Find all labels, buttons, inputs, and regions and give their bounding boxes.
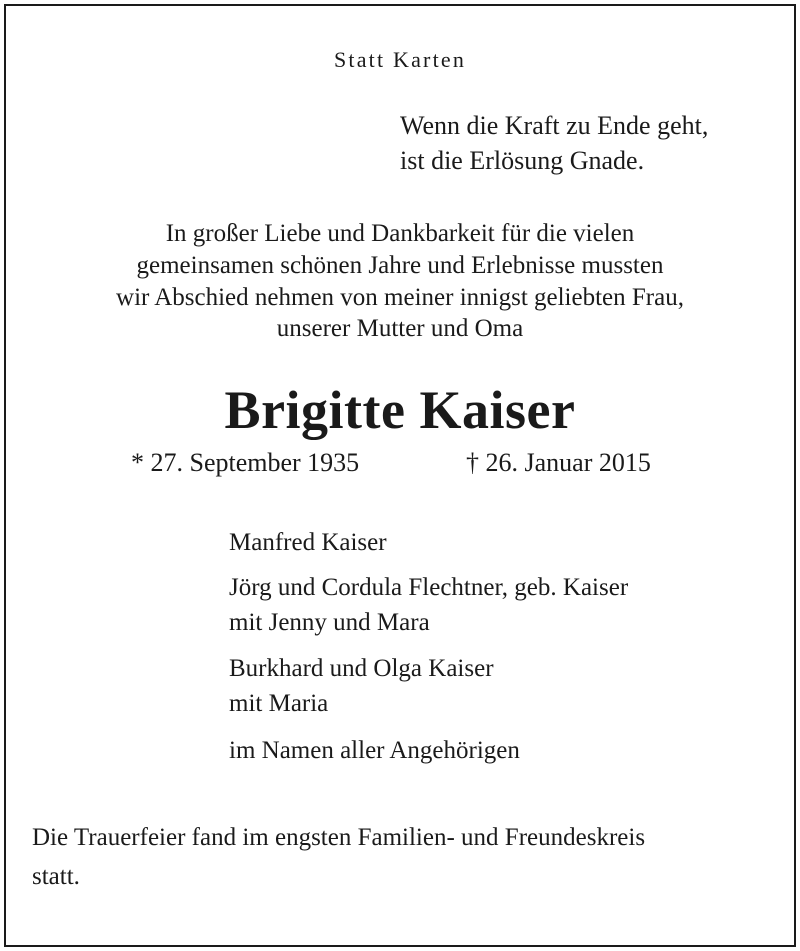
funeral-note-line-2: statt. [32, 863, 80, 890]
death-date: † 26. Januar 2015 [466, 448, 651, 477]
intro-line-3: wir Abschied nehmen von meiner innigst geliebten Frau, [116, 284, 684, 311]
mourner-line-4: Burkhard und Olga Kaiser [229, 655, 494, 682]
mourner-line-1: Manfred Kaiser [229, 529, 387, 556]
statt-karten-heading: Statt Karten [333, 47, 467, 72]
intro-line-4: unserer Mutter und Oma [276, 315, 524, 342]
mourner-line-6: im Namen aller Angehörigen [229, 737, 520, 764]
mourner-line-3: mit Jenny und Mara [229, 609, 430, 636]
intro-line-1: In großer Liebe und Dankbarkeit für die vielen [165, 220, 635, 247]
mourner-line-5: mit Maria [229, 690, 329, 717]
birth-date: * 27. September 1935 [131, 448, 360, 477]
deceased-name: Brigitte Kaiser [224, 380, 576, 440]
funeral-note-line-1: Die Trauerfeier fand im engsten Familien- und Freundeskreis [32, 824, 646, 851]
mourner-line-2: Jörg und Cordula Flechtner, geb. Kaiser [229, 574, 629, 601]
intro-line-2: gemeinsamen schönen Jahre und Erlebnisse mussten [136, 252, 664, 279]
motto-line-2: ist die Erlösung Gnade. [400, 146, 645, 175]
motto-line-1: Wenn die Kraft zu Ende geht, [400, 111, 709, 140]
